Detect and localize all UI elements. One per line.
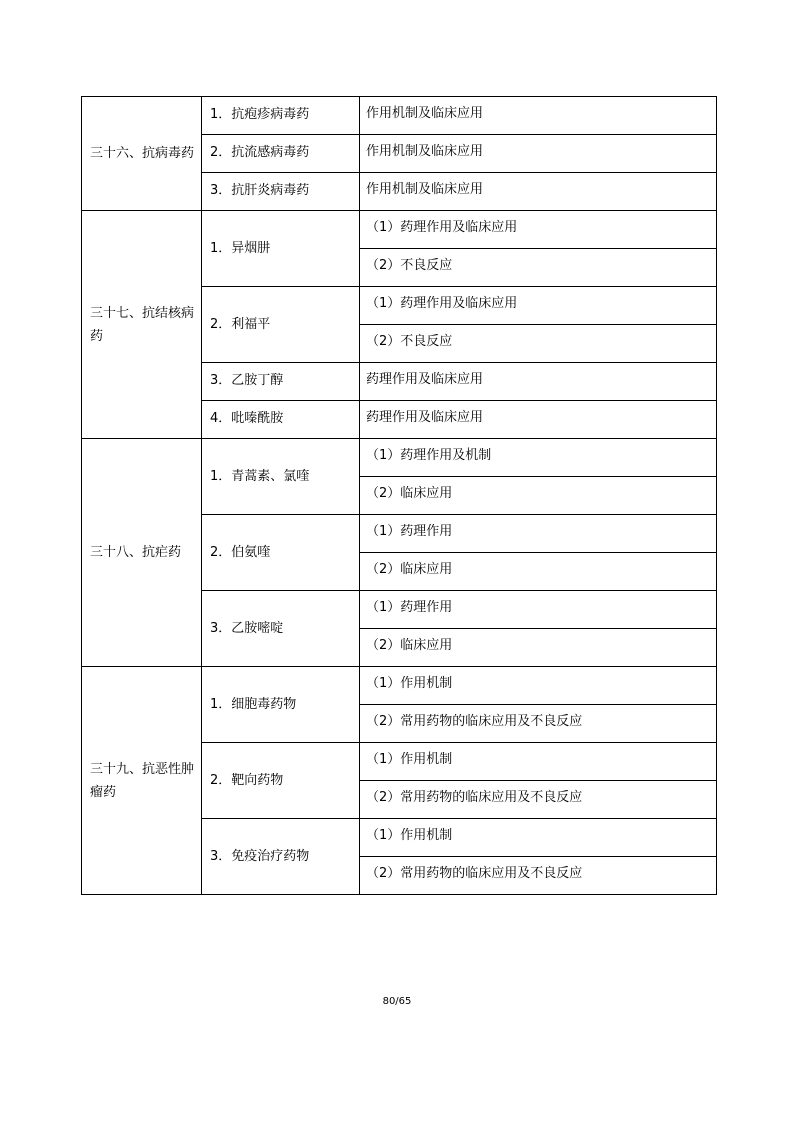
ch36-sub-3: 3．抗肝炎病毒药 [202,173,360,211]
table-row [82,211,717,249]
ch37-sub-1-detail-2: （2）不良反应 [360,249,717,287]
ch38-sub-2: 2．伯氨喹 [202,515,360,591]
ch39-sub-2: 2．靶向药物 [202,743,360,819]
ch36-sub-2: 2．抗流感病毒药 [202,135,360,173]
table-row [82,667,717,705]
ch37-sub-3: 3．乙胺丁醇 [202,363,360,401]
ch38-sub-2-detail-2: （2）临床应用 [360,553,717,591]
syllabus-table [81,96,717,895]
table-row [82,439,717,477]
ch39-sub-2-detail-1: （1）作用机制 [360,743,717,781]
ch39-sub-1-detail-2: （2）常用药物的临床应用及不良反应 [360,705,717,743]
ch37-sub-1-detail-1: （1）药理作用及临床应用 [360,211,717,249]
ch38-sub-1-detail-1: （1）药理作用及机制 [360,439,717,477]
chapter-37-title: 三十七、抗结核病药 [82,211,202,439]
ch36-detail-1: 作用机制及临床应用 [360,97,717,135]
ch39-sub-3-detail-2: （2）常用药物的临床应用及不良反应 [360,857,717,895]
ch36-sub-1: 1．抗疱疹病毒药 [202,97,360,135]
ch38-sub-2-detail-1: （1）药理作用 [360,515,717,553]
ch38-sub-1-detail-2: （2）临床应用 [360,477,717,515]
ch37-sub-3-detail: 药理作用及临床应用 [360,363,717,401]
ch38-sub-1: 1．青蒿素、氯喹 [202,439,360,515]
chapter-38-title: 三十八、抗疟药 [82,439,202,667]
ch39-sub-2-detail-2: （2）常用药物的临床应用及不良反应 [360,781,717,819]
ch38-sub-3-detail-2: （2）临床应用 [360,629,717,667]
table-row [82,97,717,135]
ch37-sub-4-detail: 药理作用及临床应用 [360,401,717,439]
chapter-36-title: 三十六、抗病毒药 [82,97,202,211]
chapter-39-title: 三十九、抗恶性肿瘤药 [82,667,202,895]
ch37-sub-2-detail-2: （2）不良反应 [360,325,717,363]
ch38-sub-3-detail-1: （1）药理作用 [360,591,717,629]
ch39-sub-3-detail-1: （1）作用机制 [360,819,717,857]
ch37-sub-2: 2．利福平 [202,287,360,363]
ch37-sub-1: 1．异烟肼 [202,211,360,287]
ch36-detail-3: 作用机制及临床应用 [360,173,717,211]
ch37-sub-4: 4．吡嗪酰胺 [202,401,360,439]
ch36-detail-2: 作用机制及临床应用 [360,135,717,173]
ch37-sub-2-detail-1: （1）药理作用及临床应用 [360,287,717,325]
page-number: 80/65 [382,996,412,1007]
ch38-sub-3: 3．乙胺嘧啶 [202,591,360,667]
ch39-sub-3: 3．免疫治疗药物 [202,819,360,895]
ch39-sub-1-detail-1: （1）作用机制 [360,667,717,705]
ch39-sub-1: 1．细胞毒药物 [202,667,360,743]
